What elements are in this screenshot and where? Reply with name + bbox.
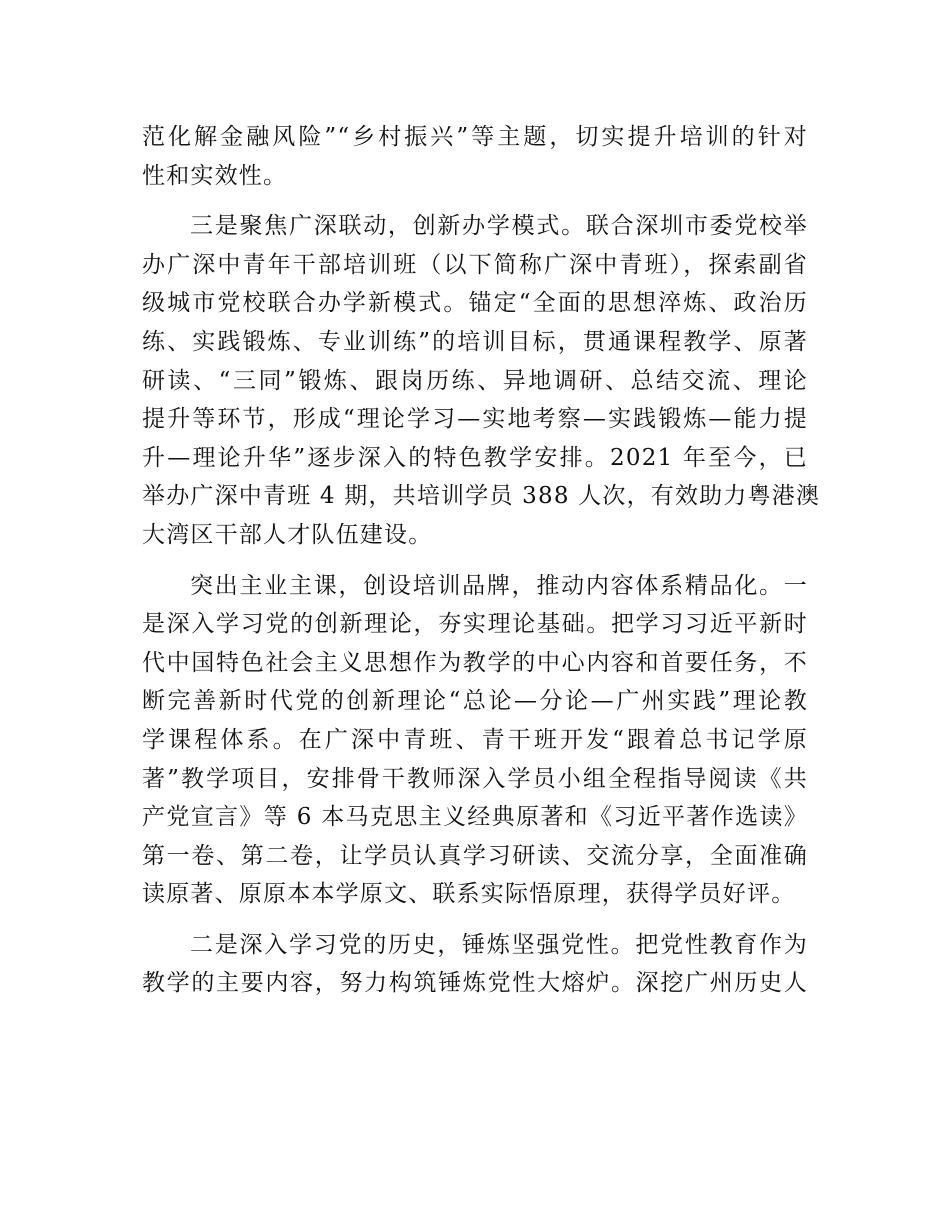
text-line: 办广深中青年干部培训班（以下简称广深中青班），探索副省 [142,251,808,278]
text-line: 二是深入学习党的历史，锤炼坚强党性。把党性教育作为 [190,931,808,958]
text-line: 第一卷、第二卷，让学员认真学习研读、交流分享，全面准确 [142,842,808,869]
text-line: 读原著、原原本本学原文、联系实际悟原理，获得学员好评。 [142,881,796,908]
document-body [142,118,821,1015]
text-line: 升—理论升华”逐步深入的特色教学安排。2021 年至今，已 [142,444,808,471]
paragraph-2 [142,207,821,554]
text-line: 代中国特色社会主义思想作为教学的中心内容和首要任务，不 [142,649,808,676]
text-line: 级城市党校联合办学新模式。锚定“全面的思想淬炼、政治历 [142,290,808,317]
text-line: 断完善新时代党的创新理论“总论—分论—广州实践”理论教 [142,688,808,715]
text-line: 提升等环节，形成“理论学习—实地考察—实践锻炼—能力提 [142,406,808,433]
text-line: 是深入学习党的创新理论，夯实理论基础。把学习习近平新时 [142,611,808,638]
paragraph-4 [142,926,808,1003]
text-line: 学课程体系。在广深中青班、青干班开发“跟着总书记学原 [142,726,808,753]
text-line: 三是聚焦广深联动，创新办学模式。联合深圳市委党校举 [190,213,808,240]
text-line: 举办广深中青班 4 期，共培训学员 388 人次，有效助力粤港澳 [142,483,821,510]
text-line: 产党宣言》等 6 本马克思主义经典原著和《习近平著作选读》 [142,804,808,831]
text-line: 突出主业主课，创设培训品牌，推动内容体系精品化。一 [190,572,808,599]
text-line: 性和实效性。 [142,162,288,189]
text-line: 范化解金融风险”“乡村振兴”等主题，切实提升培训的针对 [142,124,808,150]
paragraph-1 [142,118,808,195]
text-line: 著”教学项目，安排骨干教师深入学员小组全程指导阅读《共 [142,765,808,792]
paragraph-3 [142,567,808,914]
text-line: 大湾区干部人才队伍建设。 [142,521,433,548]
text-line: 练、实践锻炼、专业训练”的培训目标，贯通课程教学、原著 [142,328,808,355]
text-line: 教学的主要内容，努力构筑锤炼党性大熔炉。深挖广州历史人 [142,970,808,997]
text-line: 研读、“三同”锻炼、跟岗历练、异地调研、总结交流、理论 [142,367,808,394]
